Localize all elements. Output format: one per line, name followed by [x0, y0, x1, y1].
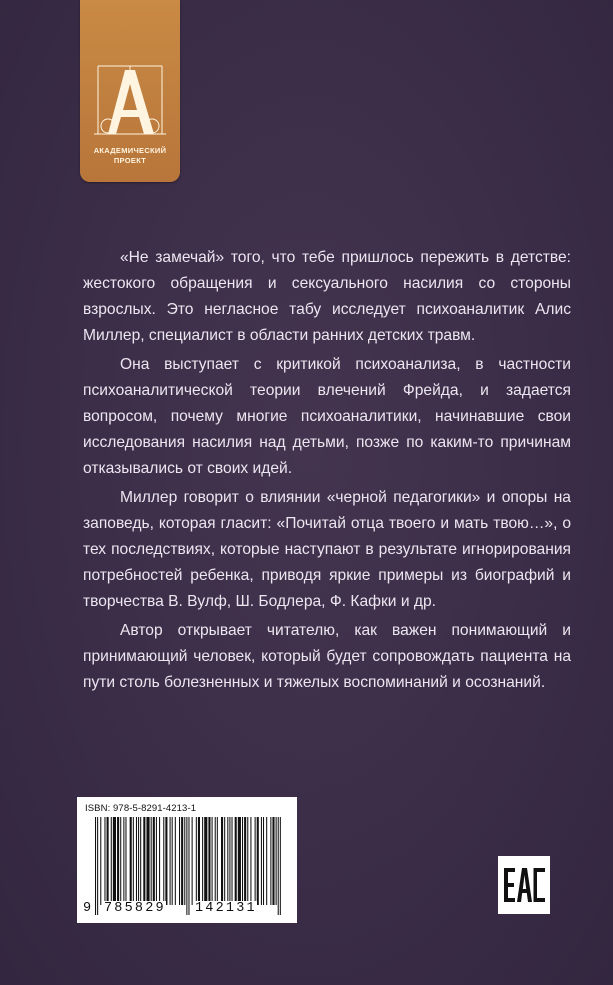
- barcode-bar: [227, 817, 228, 905]
- barcode-bar: [113, 817, 116, 905]
- description-paragraph-4: Автор открывает читателю, как важен понимающий и принимающий человек, который будет сопровождать пациента на пути столь болезненных и тяжелых воспоминаний и осознаний.: [83, 622, 571, 691]
- barcode-bar: [198, 817, 200, 905]
- eac-certification-icon: [498, 856, 550, 914]
- barcode-bar: [204, 817, 207, 905]
- barcode-bar: [261, 817, 262, 905]
- barcode-bar: [250, 817, 251, 905]
- barcode-bar: [263, 817, 264, 905]
- barcode-bar: [133, 817, 134, 905]
- barcode-bar: [184, 817, 185, 905]
- isbn-label: ISBN: 978-5-8291-4213-1: [85, 803, 197, 814]
- barcode-bar: [235, 817, 237, 905]
- barcode-bar: [255, 817, 256, 905]
- barcode-bar: [276, 817, 277, 905]
- description-paragraph-3: Миллер говорит о влиянии «черной педагогики» и опоры на заповедь, которая гласит: «Почитай отца твоего и мать твою…», о тех последствиях, которые наступают в результате игнорирования потребностей ребенка, приводя яркие примеры из биографий и творчества В. Вулф, Ш. Бодлера, Ф. Кафки и др.: [83, 489, 571, 610]
- barcode-bar: [244, 817, 246, 905]
- barcode-bar: [151, 817, 152, 905]
- barcode-bar: [175, 817, 176, 905]
- barcode-bar: [170, 817, 171, 905]
- barcode-bar: [146, 817, 149, 905]
- barcode-bar: [224, 817, 225, 905]
- barcode-bar: [143, 817, 145, 905]
- publisher-logo: [80, 0, 180, 182]
- description-paragraph-2: Она выступает с критикой психоанализа, в частности психоаналитической теории влечений Фрейда, и задается вопросом, почему многие психоаналитики, начинавшие свои исследования насилия над детьми, позже по каким-то причинам отказывались от своих идей.: [83, 356, 571, 477]
- barcode-bar: [163, 817, 164, 905]
- barcode-bar: [104, 817, 105, 905]
- barcode-bar: [238, 817, 241, 905]
- barcode-bar: [159, 817, 160, 905]
- barcode-bar: [136, 817, 137, 905]
- barcode-bar: [120, 817, 121, 905]
- barcode-bar: [179, 817, 180, 905]
- barcode-bar: [202, 817, 203, 905]
- barcode-digits-right: 142131: [195, 901, 257, 916]
- barcode-bar: [111, 817, 112, 905]
- barcode-bar: [208, 817, 210, 905]
- barcode-bar: [181, 817, 183, 905]
- barcode-bar: [117, 817, 119, 905]
- barcode-bar: [272, 817, 274, 905]
- barcode-bar: [270, 817, 271, 905]
- barcode-bar: [140, 817, 141, 905]
- barcode-bar: [196, 817, 197, 905]
- barcode-bar: [107, 817, 109, 905]
- barcode-bar: [221, 817, 223, 905]
- publisher-name-line-2: ПРОЕКТ: [113, 156, 147, 165]
- barcode-bar: [172, 817, 173, 905]
- publisher-a-emblem-icon: [92, 64, 168, 140]
- barcode-bar: [156, 817, 157, 905]
- isbn-barcode: [77, 797, 297, 923]
- barcode-bar: [266, 817, 267, 905]
- barcode-digit-first: 9: [83, 901, 92, 916]
- book-description: [83, 245, 571, 699]
- barcode-bar: [100, 817, 101, 905]
- barcode-bar: [242, 817, 243, 905]
- description-paragraph-1: «Не замечай» того, что тебе пришлось пережить в детстве: жестокого обращения и сексуального насилия со стороны взрослых. Это негласное табу исследует психоаналитик Алис Миллер, специалист в области ранних детских травм.: [83, 249, 571, 344]
- publisher-name-line-1: АКАДЕМИЧЕСКИЙ: [93, 146, 167, 155]
- barcode-bar: [153, 817, 155, 905]
- barcode-bar: [125, 817, 126, 905]
- barcode-bar: [130, 817, 132, 905]
- barcode-bar: [212, 817, 213, 905]
- barcode-bar: [138, 817, 139, 905]
- barcode-bar: [123, 817, 124, 905]
- barcode-bar: [192, 817, 193, 905]
- barcode-number: [77, 901, 297, 919]
- barcode-bar: [257, 817, 259, 905]
- barcode-bar: [215, 817, 216, 905]
- barcode-bar: [232, 817, 233, 905]
- barcode-digits-left: 785829: [104, 901, 166, 916]
- eac-mark: [498, 856, 550, 914]
- barcode-bar: [165, 817, 167, 905]
- barcode-bar: [229, 817, 230, 905]
- barcode-bar: [247, 817, 248, 905]
- barcode-bar: [217, 817, 218, 905]
- publisher-name: [80, 146, 180, 166]
